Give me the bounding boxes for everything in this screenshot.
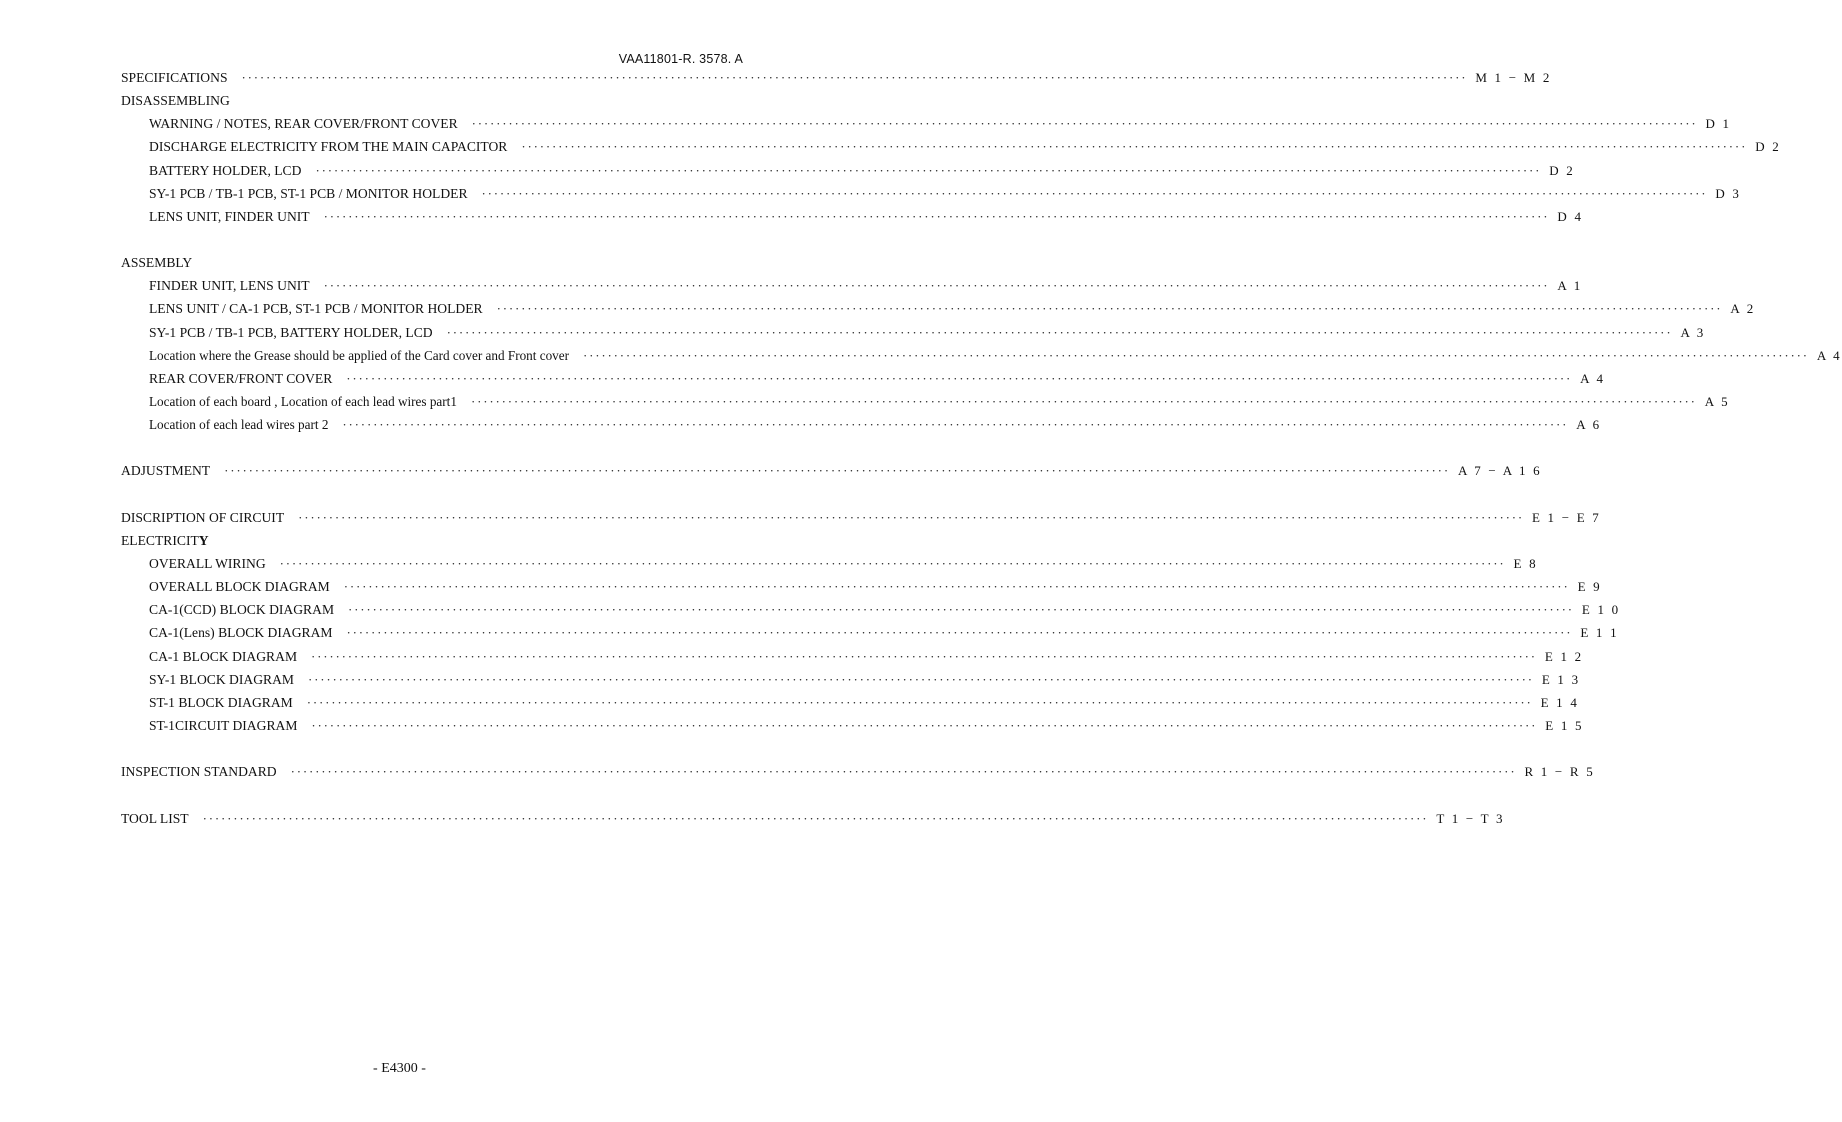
toc-entry bbox=[121, 251, 736, 274]
toc-entry-page: A 2 bbox=[1730, 301, 1756, 317]
toc-entry bbox=[121, 159, 1576, 182]
toc-entry-title: ASSEMBLY bbox=[121, 255, 193, 271]
toc-entry bbox=[121, 760, 1595, 783]
toc-entry-title: WARNING / NOTES, REAR COVER/FRONT COVER bbox=[149, 116, 458, 132]
toc-entry bbox=[121, 714, 1584, 737]
toc-dot-leader: ········································································································································································································ bbox=[346, 370, 1573, 386]
toc-entry bbox=[121, 529, 736, 552]
toc-dot-leader: ········································································································································································································ bbox=[323, 208, 1550, 224]
toc-dot-leader: ········································································································································································································ bbox=[346, 625, 1573, 641]
toc-entry-page: A 7 − A 1 6 bbox=[1457, 463, 1542, 479]
toc-dot-leader: ········································································································································································································ bbox=[298, 509, 1524, 525]
toc-entry-page: T 1 − T 3 bbox=[1436, 810, 1505, 826]
toc-entry bbox=[121, 112, 1732, 135]
toc-entry-page: D 2 bbox=[1755, 139, 1781, 155]
toc-dot-leader: ········································································································································································································ bbox=[311, 648, 1537, 664]
toc-entry-page: E 9 bbox=[1577, 579, 1602, 595]
toc-entry-title: INSPECTION STANDARD bbox=[121, 764, 277, 780]
toc-dot-leader: ········································································································································································································ bbox=[224, 463, 1450, 479]
toc-entry-title: SPECIFICATIONS bbox=[121, 70, 228, 85]
toc-entry-page: A 4 bbox=[1816, 347, 1842, 363]
toc-entry-title: ST-1 BLOCK DIAGRAM bbox=[149, 694, 293, 710]
toc-dot-leader: ········································································································································································································ bbox=[342, 417, 1569, 433]
toc-entry bbox=[121, 668, 1581, 691]
toc-entry-title: DISASSEMBLING bbox=[121, 93, 230, 109]
toc-entry bbox=[121, 691, 1580, 714]
toc-entry-title: FINDER UNIT, LENS UNIT bbox=[149, 278, 310, 294]
toc-entry-page: E 1 3 bbox=[1541, 671, 1581, 687]
toc-entry-title: SY-1 PCB / TB-1 PCB, BATTERY HOLDER, LCD bbox=[149, 324, 433, 340]
toc-entry-page: E 1 − E 7 bbox=[1531, 509, 1601, 525]
toc-entry-page: A 5 bbox=[1704, 393, 1730, 409]
toc-entry-page: D 4 bbox=[1557, 208, 1584, 224]
toc-entry bbox=[121, 390, 1730, 413]
toc-dot-leader: ········································································································································································································ bbox=[315, 162, 1542, 178]
toc-entry bbox=[121, 598, 1621, 621]
toc-entry-title: ST-1CIRCUIT DIAGRAM bbox=[149, 717, 298, 733]
toc-dot-leader: ········································································································································································································ bbox=[348, 602, 1574, 618]
toc-entry-page: D 1 bbox=[1705, 116, 1732, 132]
toc-entry-title: CA-1 BLOCK DIAGRAM bbox=[149, 648, 298, 664]
toc-entry-page: A 4 bbox=[1580, 370, 1606, 386]
toc-entry-title: SY-1 PCB / TB-1 PCB, ST-1 PCB / MONITOR HOLDER bbox=[149, 185, 468, 201]
toc-entry-title: Location of each lead wires part 2 bbox=[149, 417, 329, 433]
toc-entry-title: LENS UNIT, FINDER UNIT bbox=[149, 208, 310, 224]
toc-entry-title: REAR COVER/FRONT COVER bbox=[149, 370, 333, 386]
toc-entry-page: M 1 − M 2 bbox=[1475, 70, 1552, 85]
toc-entry-page: E 8 bbox=[1513, 555, 1538, 571]
toc-entry-page: E 1 2 bbox=[1544, 648, 1584, 664]
toc-entry-title: LENS UNIT / CA-1 PCB, ST-1 PCB / MONITOR HOLDER bbox=[149, 301, 483, 317]
toc-entry bbox=[121, 621, 1619, 644]
toc-entry-page: R 1 − R 5 bbox=[1524, 764, 1595, 780]
toc-entry bbox=[121, 297, 1756, 320]
toc-entry-page: A 3 bbox=[1680, 324, 1706, 340]
toc-dot-leader: ········································································································································································································ bbox=[308, 671, 1534, 687]
toc-entry-page: E 1 4 bbox=[1540, 694, 1580, 710]
toc-entry bbox=[121, 66, 1552, 89]
toc-entry bbox=[121, 807, 1505, 830]
toc-entry-title: Location of each board , Location of each lead wires part1 bbox=[149, 393, 457, 409]
toc-entry bbox=[121, 89, 736, 112]
toc-entry bbox=[121, 135, 1781, 158]
toc-entry bbox=[121, 182, 1742, 205]
toc-entry-title: ADJUSTMENT bbox=[121, 463, 211, 479]
toc-dot-leader: ········································································································································································································ bbox=[343, 579, 1570, 595]
toc-entry-title: TOOL LIST bbox=[121, 810, 189, 826]
toc-entry-title: DISCRIPTION OF CIRCUIT bbox=[121, 509, 285, 525]
document-code: VAA11801-R. 3578. A bbox=[618, 52, 743, 66]
toc-entry-title: BATTERY HOLDER, LCD bbox=[149, 162, 302, 178]
table-of-contents bbox=[121, 66, 1842, 830]
toc-entry-page: D 2 bbox=[1549, 162, 1576, 178]
toc-dot-leader: ········································································································································································································ bbox=[306, 694, 1533, 710]
toc-entry-page: E 1 5 bbox=[1545, 717, 1584, 733]
toc-dot-leader: ········································································································································································································ bbox=[583, 347, 1809, 363]
page-footer: - E4300 - bbox=[373, 1061, 426, 1076]
toc-entry-title: OVERALL WIRING bbox=[149, 555, 266, 571]
toc-dot-leader: ········································································································································································································ bbox=[470, 393, 1697, 409]
toc-entry-page: D 3 bbox=[1715, 185, 1742, 201]
toc-entry bbox=[121, 645, 1584, 668]
toc-entry bbox=[121, 552, 1538, 575]
toc-dot-leader: ········································································································································································································ bbox=[241, 70, 1468, 85]
toc-entry-title: SY-1 BLOCK DIAGRAM bbox=[149, 671, 295, 687]
toc-entry-title: Location where the Grease should be applied of the Card cover and Front cover bbox=[149, 347, 570, 363]
toc-entry-page: E 1 1 bbox=[1580, 625, 1619, 641]
toc-dot-leader: ········································································································································································································ bbox=[311, 717, 1538, 733]
toc-entry bbox=[121, 459, 1542, 482]
toc-dot-leader: ········································································································································································································ bbox=[279, 555, 1506, 571]
toc-entry bbox=[121, 274, 1583, 297]
toc-dot-leader: ········································································································································································································ bbox=[481, 185, 1708, 201]
toc-entry-title: OVERALL BLOCK DIAGRAM bbox=[149, 579, 330, 595]
toc-entry bbox=[121, 575, 1602, 598]
toc-entry-page: A 6 bbox=[1576, 417, 1602, 433]
toc-entry-page: A 1 bbox=[1557, 278, 1583, 294]
toc-dot-leader: ········································································································································································································ bbox=[496, 301, 1723, 317]
toc-entry-title: DISCHARGE ELECTRICITY FROM THE MAIN CAPACITOR bbox=[149, 139, 508, 155]
toc-entry bbox=[121, 321, 1706, 344]
toc-entry-title: CA-1(CCD) BLOCK DIAGRAM bbox=[149, 602, 335, 618]
toc-entry-title: ELECTRICITY bbox=[121, 532, 209, 548]
toc-entry bbox=[121, 506, 1601, 529]
toc-entry bbox=[121, 344, 1842, 367]
toc-dot-leader: ········································································································································································································ bbox=[471, 116, 1698, 132]
toc-dot-leader: ········································································································································································································ bbox=[521, 139, 1748, 155]
toc-dot-leader: ········································································································································································································ bbox=[323, 278, 1550, 294]
toc-entry bbox=[121, 205, 1584, 228]
toc-entry-page: E 1 0 bbox=[1581, 602, 1621, 618]
toc-dot-leader: ········································································································································································································ bbox=[290, 764, 1517, 780]
toc-entry bbox=[121, 367, 1606, 390]
toc-entry-title: CA-1(Lens) BLOCK DIAGRAM bbox=[149, 625, 333, 641]
toc-dot-leader: ········································································································································································································ bbox=[446, 324, 1673, 340]
toc-dot-leader: ········································································································································································································ bbox=[202, 810, 1429, 826]
toc-entry bbox=[121, 413, 1602, 436]
